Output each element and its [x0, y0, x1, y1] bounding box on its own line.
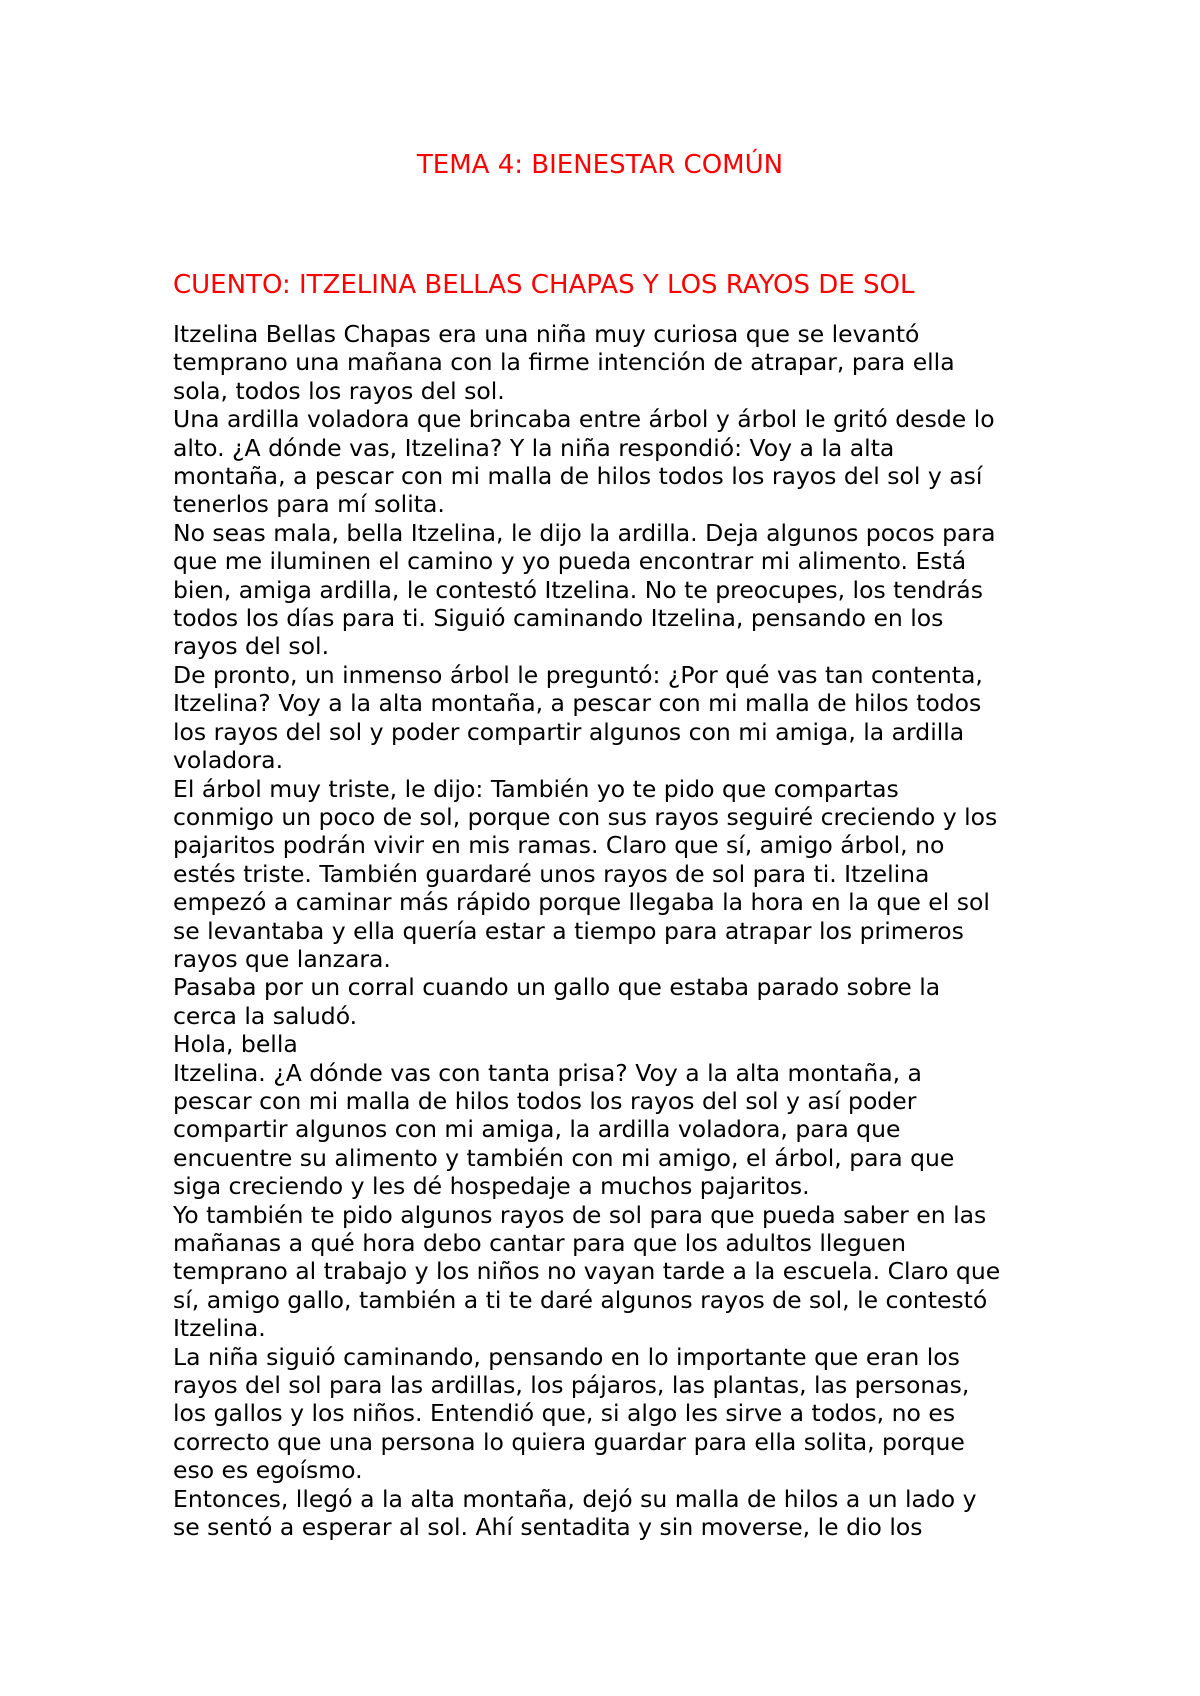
- story-line: temprano al trabajo y los niños no vayan tarde a la escuela. Claro que: [173, 1257, 1001, 1286]
- story-line: se sentó a esperar al sol. Ahí sentadita y sin moverse, le dio los: [173, 1513, 923, 1542]
- story-line: rayos del sol para las ardillas, los pájaros, las plantas, las personas,: [173, 1371, 970, 1400]
- story-line: rayos del sol.: [173, 632, 330, 661]
- story-line: sí, amigo gallo, también a ti te daré algunos rayos de sol, le contestó: [173, 1285, 988, 1314]
- story-line: De pronto, un inmenso árbol le preguntó: ¿Por qué vas tan contenta,: [173, 660, 983, 689]
- story-line: estés triste. También guardaré unos rayos de sol para ti. Itzelina: [173, 859, 930, 888]
- story-line: montaña, a pescar con mi malla de hilos todos los rayos del sol y así: [173, 462, 983, 491]
- story-line: temprano una mañana con la firme intención de atrapar, para ella: [173, 348, 955, 377]
- story-line: cerca la saludó.: [173, 1001, 358, 1030]
- story-line: encuentre su alimento y también con mi amigo, el árbol, para que: [173, 1143, 955, 1172]
- story-line: sola, todos los rayos del sol.: [173, 376, 505, 405]
- story-line: alto. ¿A dónde vas, Itzelina? Y la niña respondió: Voy a la alta: [173, 433, 895, 462]
- story-line: compartir algunos con mi amiga, la ardilla voladora, para que: [173, 1115, 901, 1144]
- story-line: se levantaba y ella quería estar a tiempo para atrapar los primeros: [173, 916, 964, 945]
- story-body: [173, 320, 1053, 1541]
- story-line: El árbol muy triste, le dijo: También yo te pido que compartas: [173, 774, 899, 803]
- story-line: todos los días para ti. Siguió caminando Itzelina, pensando en los: [173, 604, 944, 633]
- story-line: empezó a caminar más rápido porque llegaba la hora en la que el sol: [173, 888, 990, 917]
- story-line: correcto que una persona lo quiera guardar para ella solita, porque: [173, 1427, 965, 1456]
- story-line: Yo también te pido algunos rayos de sol para que pueda saber en las: [173, 1200, 987, 1229]
- story-line: Una ardilla voladora que brincaba entre árbol y árbol le gritó desde lo: [173, 405, 995, 434]
- story-line: Itzelina? Voy a la alta montaña, a pescar con mi malla de hilos todos: [173, 689, 982, 718]
- story-line: pescar con mi malla de hilos todos los rayos del sol y así poder: [173, 1086, 917, 1115]
- story-line: eso es egoísmo.: [173, 1456, 363, 1485]
- story-line: tenerlos para mí solita.: [173, 490, 445, 519]
- story-line: Itzelina. ¿A dónde vas con tanta prisa? Voy a la alta montaña, a: [173, 1058, 922, 1087]
- story-line: Itzelina.: [173, 1314, 266, 1343]
- document-title: TEMA 4: BIENESTAR COMÚN: [416, 150, 784, 180]
- story-line: pajaritos podrán vivir en mis ramas. Claro que sí, amigo árbol, no: [173, 831, 945, 860]
- story-title: CUENTO: ITZELINA BELLAS CHAPAS Y LOS RAYOS DE SOL: [173, 270, 915, 300]
- story-line: conmigo un poco de sol, porque con sus rayos seguiré creciendo y los: [173, 802, 998, 831]
- story-line: La niña siguió caminando, pensando en lo importante que eran los: [173, 1342, 960, 1371]
- story-line: rayos que lanzara.: [173, 944, 391, 973]
- story-line: mañanas a qué hora debo cantar para que los adultos lleguen: [173, 1229, 907, 1257]
- story-line: siga creciendo y les dé hospedaje a muchos pajaritos.: [173, 1172, 810, 1201]
- story-line: voladora.: [173, 746, 284, 775]
- story-line: los rayos del sol y poder compartir algunos con mi amiga, la ardilla: [173, 717, 965, 746]
- story-line: Itzelina Bellas Chapas era una niña muy curiosa que se levantó: [173, 320, 920, 348]
- story-line: bien, amiga ardilla, le contestó Itzelina. No te preocupes, los tendrás: [173, 575, 983, 604]
- story-line: Pasaba por un corral cuando un gallo que estaba parado sobre la: [173, 973, 941, 1002]
- story-line: No seas mala, bella Itzelina, le dijo la ardilla. Deja algunos pocos para: [173, 518, 996, 547]
- story-line: que me iluminen el camino y yo pueda encontrar mi alimento. Está: [173, 547, 967, 576]
- story-line: Hola, bella: [173, 1030, 298, 1059]
- story-line: los gallos y los niños. Entendió que, si algo les sirve a todos, no es: [173, 1399, 956, 1428]
- story-line: Entonces, llegó a la alta montaña, dejó su malla de hilos a un lado y: [173, 1484, 977, 1513]
